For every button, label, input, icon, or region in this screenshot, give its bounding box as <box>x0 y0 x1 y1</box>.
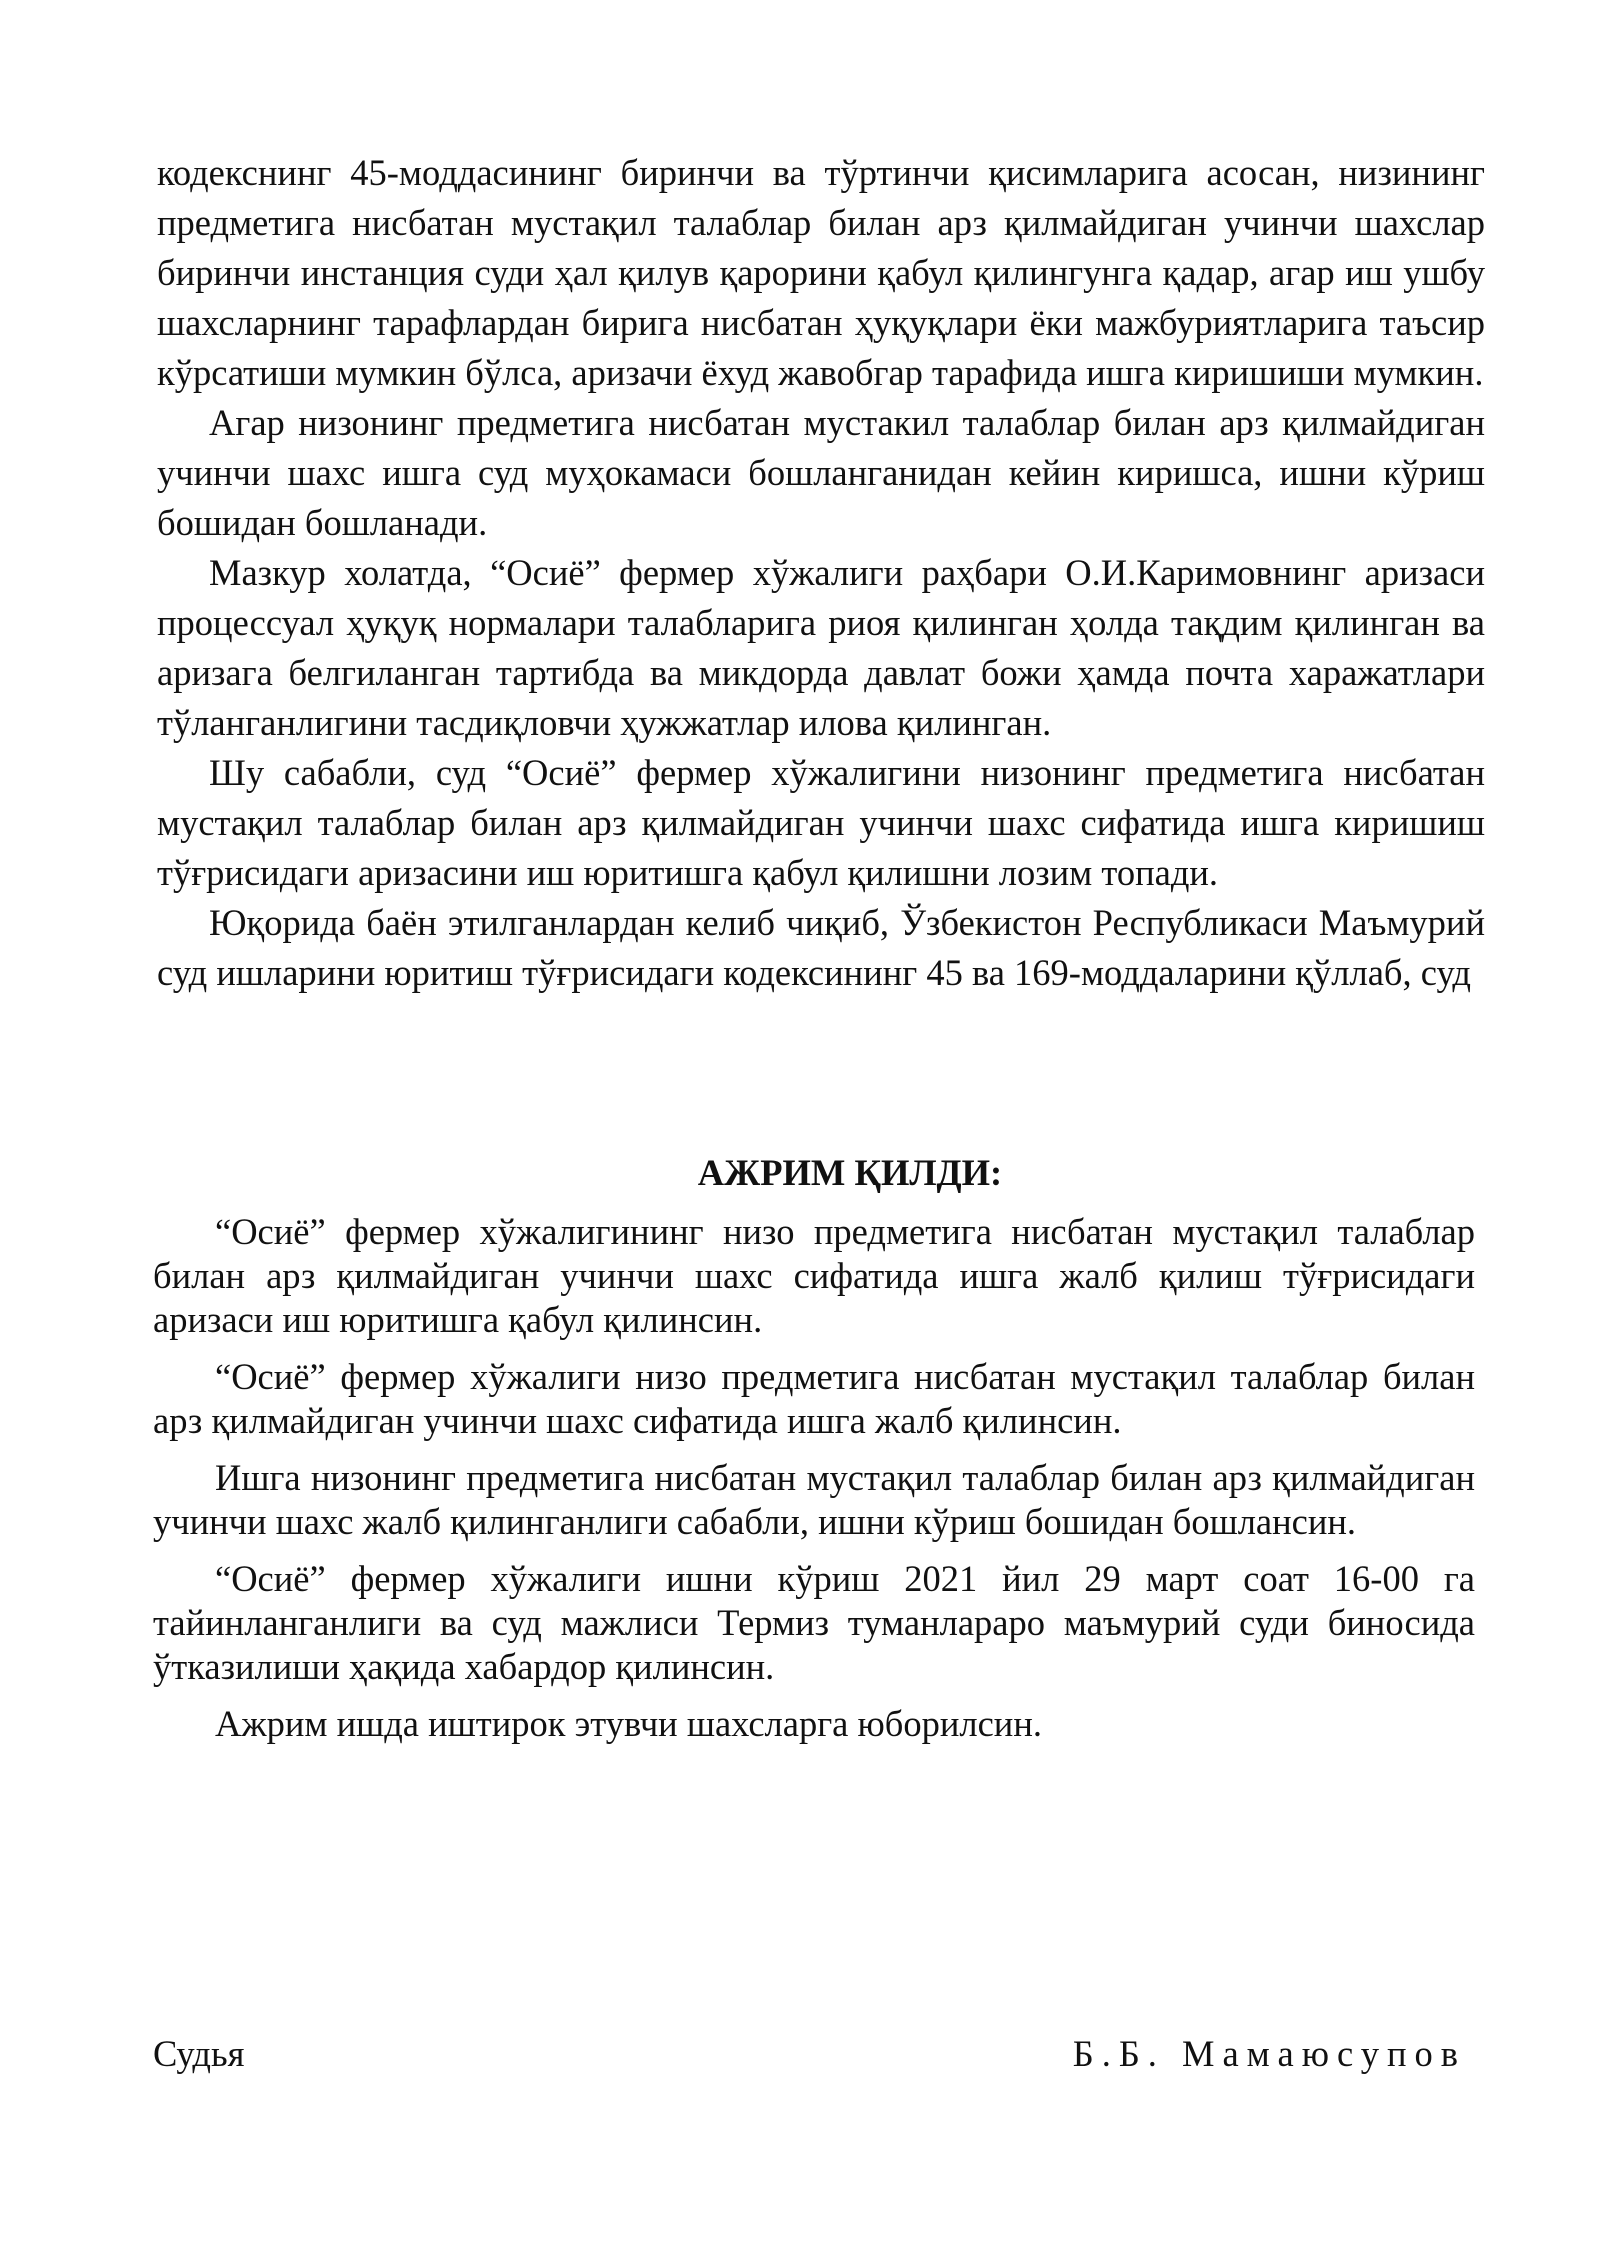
ruling-item-send-to-parties: Ажрим ишда иштирок этувчи шахсларга юборилсин. <box>215 1703 1042 1744</box>
paragraph-application-compliance: Мазкур холатда, “Осиё” фермер хўжалиги раҳбари О.И.Каримовнинг аризаси процессуал ҳуқуқ нормалари талабларига риоя қилинган ҳолда тақдим қилинган ва аризага белгиланган тартибда ва микдорда давлат божи ҳамда почта харажатлари тўланганлигини тасдиқловчи ҳужжатлар илова қилинган. <box>157 552 1485 743</box>
ruling-item-accept-application: “Осиё” фермер хўжалигининг низо предметига нисбатан мустақил талаблар билан арз қилмайдиган учинчи шахс сифатида ишга жалб қилиш тўғрисидаги аризаси иш юритишга қабул қилинсин. <box>153 1211 1475 1340</box>
paragraph-late-entry: Агар низонинг предметига нисбатан мустакил талаблар билан арз қилмайдиган учинчи шахс ишга суд муҳокамаси бошланганидан кейин киришса, ишни кўриш бошидан бошланади. <box>157 402 1485 543</box>
ruling-item-join-third-party: “Осиё” фермер хўжалиги низо предметига нисбатан мустақил талаблар билан арз қилмайдиган учинчи шахс сифатида ишга жалб қилинсин. <box>153 1356 1475 1441</box>
signature-name: Б.Б. Мамаюсупов <box>1072 2033 1466 2074</box>
ruling-section <box>153 1210 1475 1759</box>
ruling-heading: АЖРИМ ҚИЛДИ: <box>697 1152 1003 1193</box>
document-body <box>157 148 1485 998</box>
paragraph-code-article-45: кодекснинг 45-моддасининг биринчи ва тўртинчи қисимларига асосан, низининг предметига нисбатан мустақил талаблар билан арз қилмайдиган учинчи шахслар биринчи инстанция суди ҳал қилув қарорини қабул қилингунга қадар, агар иш ушбу шахсларнинг тарафлардан бирига нисбатан ҳуқуқлари ёки мажбуриятларига таъсир кўрсатиши мумкин бўлса, аризачи ёхуд жавобгар тарафида ишга киришиши мумкин. <box>157 152 1485 393</box>
paragraph-court-finding: Шу сабабли, суд “Осиё” фермер хўжалигини низонинг предметига нисбатан мустақил талаблар билан арз қилмайдиган учинчи шахс сифатида ишга киришиш тўғрисидаги аризасини иш юритишга қабул қилишни лозим топади. <box>157 752 1485 893</box>
ruling-item-hearing-notice: “Осиё” фермер хўжалиги ишни кўриш 2021 йил 29 март соат 16-00 га тайинланганлиги ва суд мажлиси Термиз туманлараро маъмурий суди биносида ўтказилиши ҳақида хабардор қилинсин. <box>153 1558 1475 1687</box>
paragraph-legal-basis: Юқорида баён этилганлардан келиб чиқиб, Ўзбекистон Республикаси Маъмурий суд ишларини юритиш тўғрисидаги кодексининг 45 ва 169-моддаларини қўллаб, суд <box>157 902 1485 993</box>
ruling-item-restart-hearing: Ишга низонинг предметига нисбатан мустақил талаблар билан арз қилмайдиган учинчи шахс жалб қилинганлиги сабабли, ишни кўриш бошидан бошлансин. <box>153 1457 1475 1542</box>
signature-title: Судья <box>153 2033 245 2074</box>
